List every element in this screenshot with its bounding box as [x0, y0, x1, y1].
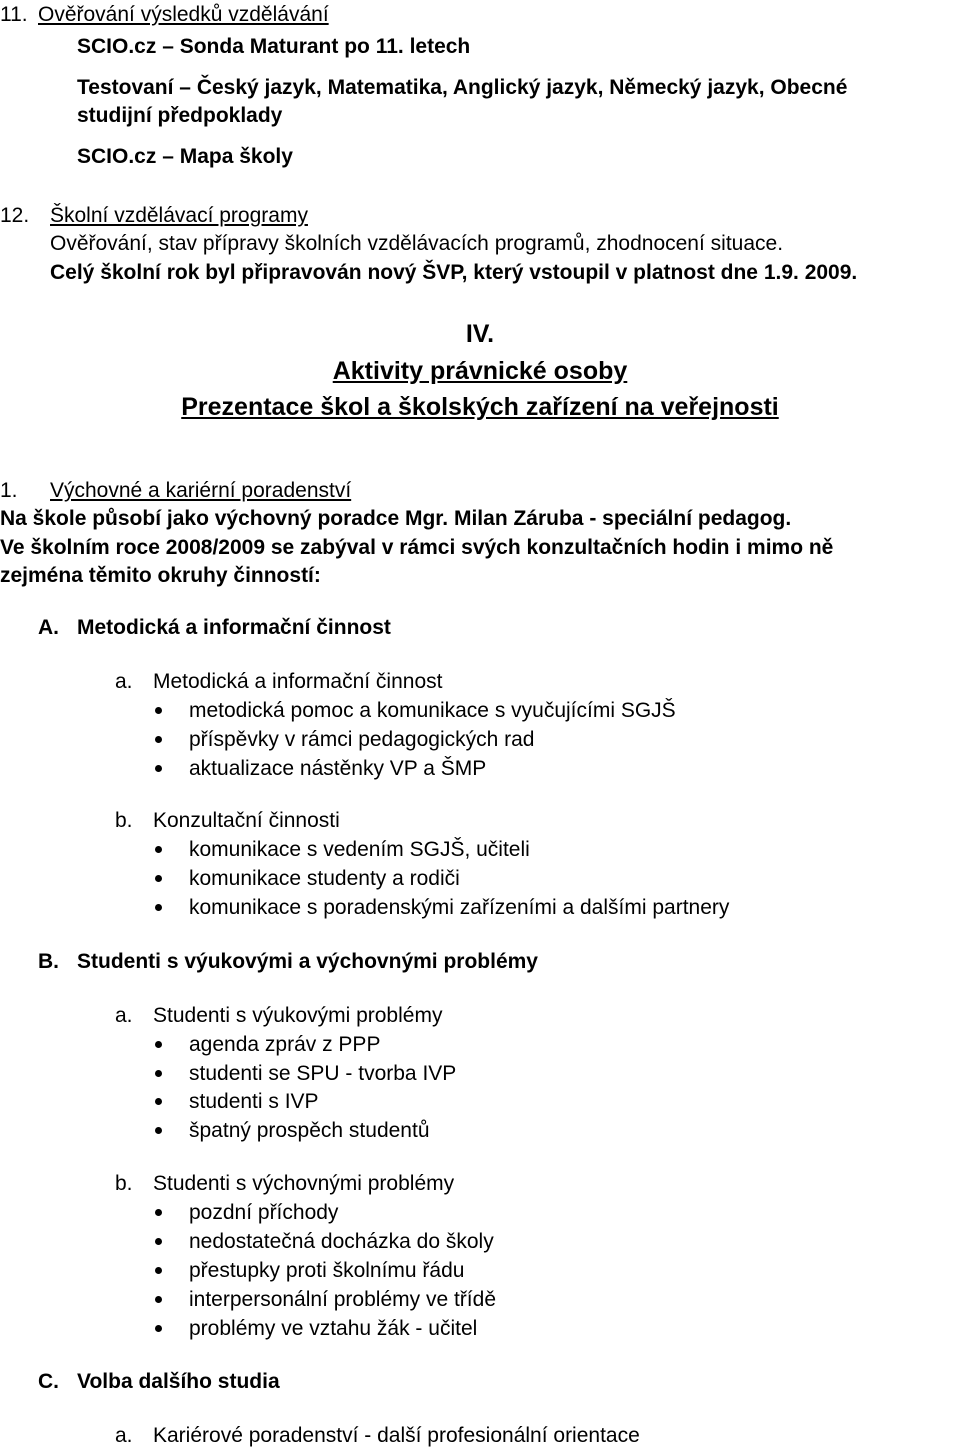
section-11-number: 11. — [0, 3, 28, 26]
list-item: agenda zpráv z PPP — [189, 1033, 381, 1056]
group-c-label: C. — [38, 1370, 59, 1393]
subgroup-label: a. — [115, 670, 133, 693]
list-item: interpersonální problémy ve třídě — [189, 1288, 496, 1311]
chapter-title-line: Aktivity právnické osoby — [332, 357, 628, 385]
section-11-line: SCIO.cz – Mapa školy — [77, 145, 293, 168]
group-b-label: B. — [38, 950, 59, 973]
list-item: problémy ve vztahu žák - učitel — [189, 1317, 478, 1340]
section-11-line: studijní předpoklady — [77, 104, 283, 127]
bullet — [155, 1041, 162, 1048]
bullet — [155, 1209, 162, 1216]
bullet — [155, 707, 162, 714]
chapter-number: IV. — [465, 320, 495, 348]
bullet — [155, 1238, 162, 1245]
list-item: přestupky proti školnímu řádu — [189, 1259, 465, 1282]
section-1-line: zejména těmito okruhy činností: — [0, 564, 321, 587]
group-c-title: Volba dalšího studia — [77, 1370, 280, 1393]
section-1-line: Na škole působí jako výchovný poradce Mgr. Milan Záruba - speciální pedagog. — [0, 507, 792, 530]
list-item: komunikace s vedením SGJŠ, učiteli — [189, 838, 530, 861]
subgroup-title: Kariérové poradenství - další profesionální orientace — [153, 1424, 640, 1447]
bullet — [155, 1098, 162, 1105]
list-item: aktualizace nástěnky VP a ŠMP — [189, 757, 487, 780]
subgroup-label: a. — [115, 1004, 133, 1027]
list-item: studenti s IVP — [189, 1090, 319, 1113]
list-item: studenti se SPU - tvorba IVP — [189, 1062, 457, 1085]
list-item: komunikace s poradenskými zařízeními a dalšími partnery — [189, 896, 730, 919]
bullet — [155, 1296, 162, 1303]
subgroup-label: a. — [115, 1424, 133, 1447]
section-12-title: Školní vzdělávací programy — [50, 204, 308, 227]
bullet — [155, 875, 162, 882]
subgroup-label: b. — [115, 1172, 133, 1195]
section-1-line: Ve školním roce 2008/2009 se zabýval v rámci svých konzultačních hodin i mimo ně — [0, 536, 834, 559]
subgroup-title: Konzultační činnosti — [153, 809, 340, 832]
bullet — [155, 736, 162, 743]
bullet — [155, 765, 162, 772]
section-11-line: Testovaní – Český jazyk, Matematika, Anglický jazyk, Německý jazyk, Obecné — [77, 76, 848, 99]
group-a-title: Metodická a informační činnost — [77, 616, 391, 639]
list-item: nedostatečná docházka do školy — [189, 1230, 494, 1253]
chapter-subtitle-line: Prezentace škol a školských zařízení na veřejnosti — [181, 393, 779, 421]
section-12-line: Ověřování, stav přípravy školních vzdělávacích programů, zhodnocení situace. — [50, 232, 784, 255]
subgroup-title: Studenti s výukovými problémy — [153, 1004, 443, 1027]
bullet — [155, 904, 162, 911]
chapter-subtitle — [0, 395, 960, 420]
subgroup-title: Metodická a informační činnost — [153, 670, 443, 693]
section-12-number: 12. — [0, 204, 30, 227]
group-a-label: A. — [38, 616, 59, 639]
list-item: komunikace studenty a rodiči — [189, 867, 460, 890]
bullet — [155, 1325, 162, 1332]
group-b-title: Studenti s výukovými a výchovnými problémy — [77, 950, 538, 973]
subgroup-title: Studenti s výchovnými problémy — [153, 1172, 455, 1195]
section-1-number: 1. — [0, 479, 18, 502]
chapter-title — [0, 359, 960, 384]
subgroup-label: b. — [115, 809, 133, 832]
bullet — [155, 1267, 162, 1274]
section-11-title: Ověřování výsledků vzdělávání — [38, 3, 329, 26]
list-item: příspěvky v rámci pedagogických rad — [189, 728, 535, 751]
bullet — [155, 846, 162, 853]
list-item: špatný prospěch studentů — [189, 1119, 430, 1142]
bullet — [155, 1127, 162, 1134]
section-12-line: Celý školní rok byl připravován nový ŠVP, který vstoupil v platnost dne 1.9. 2009. — [50, 261, 858, 284]
section-11-line: SCIO.cz – Sonda Maturant po 11. letech — [77, 35, 471, 58]
section-1-title: Výchovné a kariérní poradenství — [50, 479, 352, 502]
list-item: pozdní příchody — [189, 1201, 339, 1224]
bullet — [155, 1070, 162, 1077]
list-item: metodická pomoc a komunikace s vyučujícími SGJŠ — [189, 699, 676, 722]
